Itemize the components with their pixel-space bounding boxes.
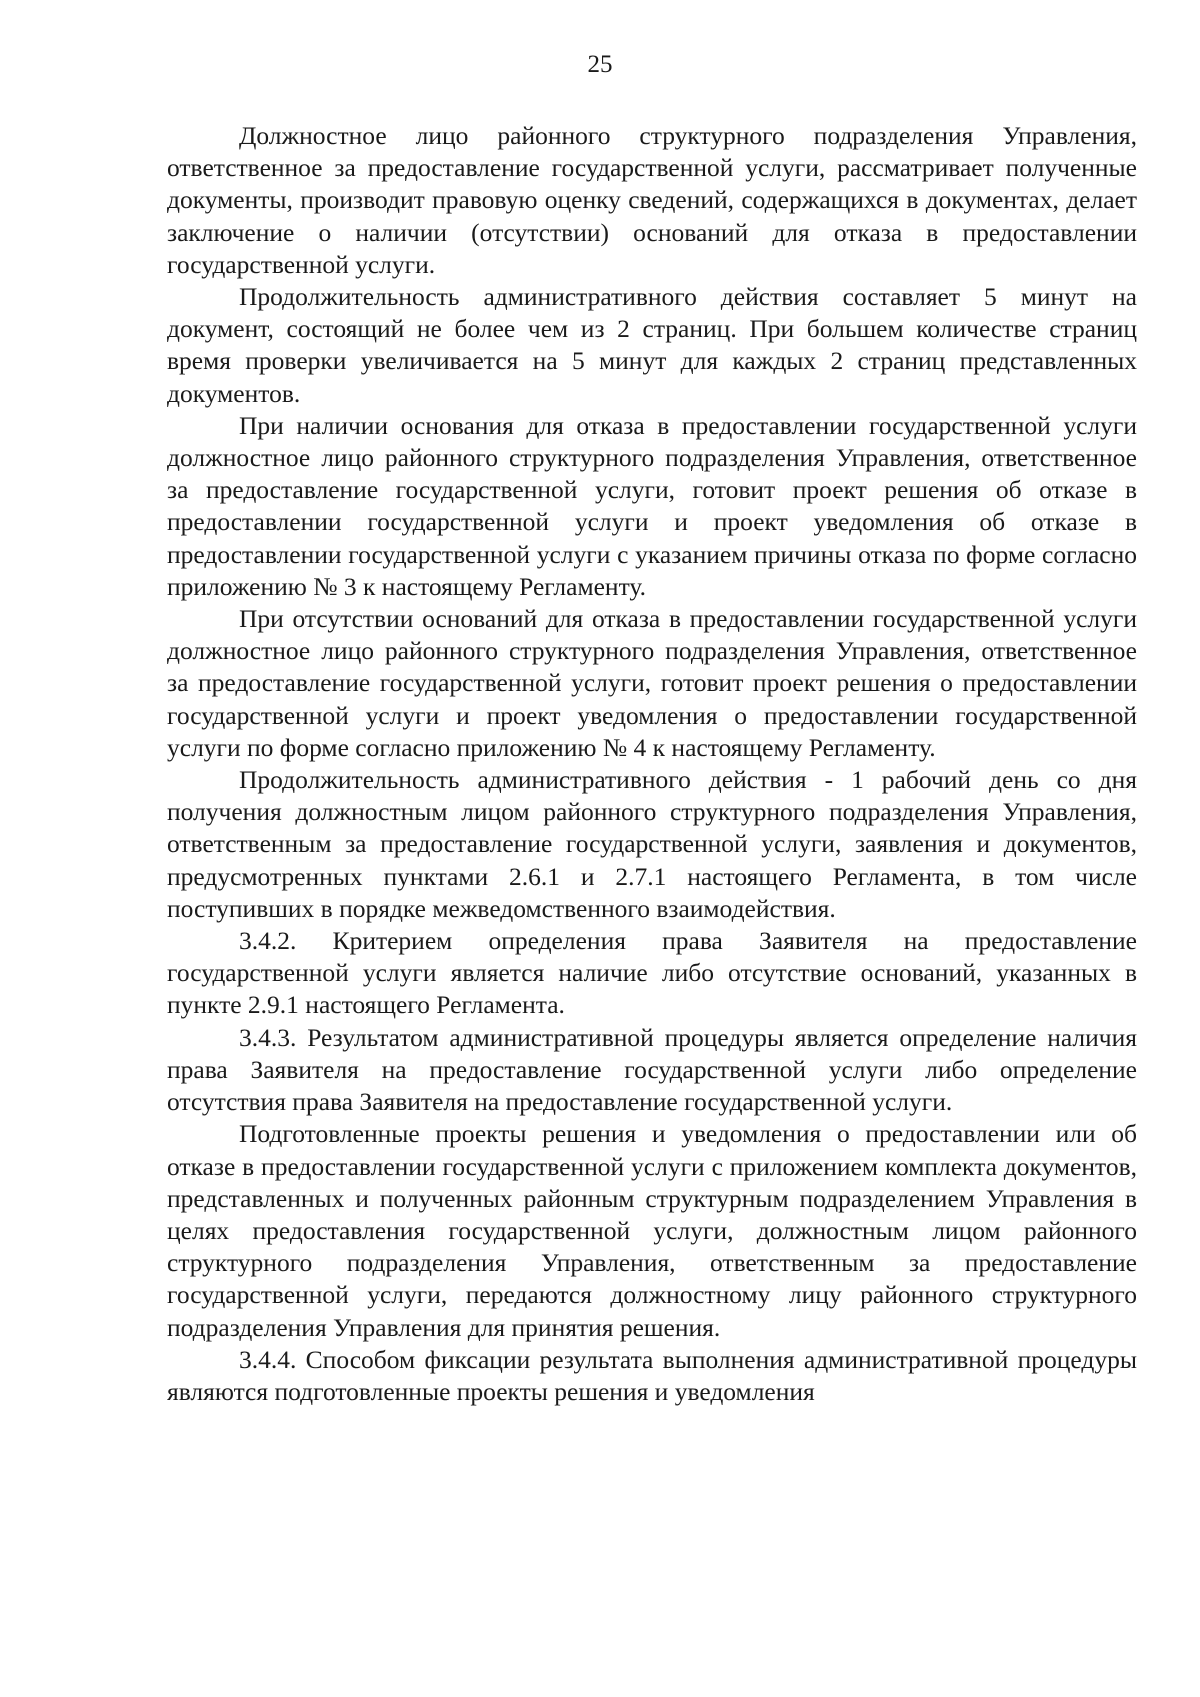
page-number: 25: [587, 51, 613, 78]
paragraph: Продолжительность административного действия - 1 рабочий день со дня получения должностным лицом районного структурного подразделения Управления, ответственным за предоставление государственной услуги, заявления и документов, предусмотренных пунктами 2.6.1 и 2.7.1 настоящего Регламента, в том числе поступивших в порядке межведомственного взаимодействия.: [167, 765, 1137, 923]
paragraph: 3.4.2. Критерием определения права Заявителя на предоставление государственной услуги является наличие либо отсутствие оснований, указанных в пункте 2.9.1 настоящего Регламента.: [167, 926, 1137, 1020]
document-body: [167, 120, 1137, 1408]
paragraph: При наличии основания для отказа в предоставлении государственной услуги должностное лицо районного структурного подразделения Управления, ответственное за предоставление государственной услуги, готовит проект решения об отказе в предоставлении государственной услуги и проект уведомления об отказе в предоставлении государственной услуги с указанием причины отказа по форме согласно приложению № 3 к настоящему Регламенту.: [167, 410, 1137, 601]
paragraph: При отсутствии оснований для отказа в предоставлении государственной услуги должностное лицо районного структурного подразделения Управления, ответственное за предоставление государственной услуги, готовит проект решения о предоставлении государственной услуги и проект уведомления о предоставлении государственной услуги по форме согласно приложению № 4 к настоящему Регламенту.: [167, 604, 1137, 762]
paragraph: 3.4.3. Результатом административной процедуры является определение наличия права Заявителя на предоставление государственной услуги либо определение отсутствия права Заявителя на предоставление государственной услуги.: [167, 1022, 1137, 1117]
paragraph: Продолжительность административного действия составляет 5 минут на документ, состоящий не более чем из 2 страниц. При большем количестве страниц время проверки увеличивается на 5 минут для каждых 2 страниц представленных документов.: [167, 282, 1137, 408]
paragraph: 3.4.4. Способом фиксации результата выполнения административной процедуры являются подготовленные проекты решения и уведомления: [167, 1344, 1137, 1406]
paragraph: Подготовленные проекты решения и уведомления о предоставлении или об отказе в предоставлении государственной услуги с приложением комплекта документов, представленных и полученных районным структурным подразделением Управления в целях предоставления государственной услуги, должностным лицом районного структурного подразделения Управления, ответственным за предоставление государственной услуги, передаются должностному лицу районного структурного подразделения Управления для принятия решения.: [167, 1119, 1137, 1342]
paragraph: Должностное лицо районного структурного подразделения Управления, ответственное за предоставление государственной услуги, рассматривает полученные документы, производит правовую оценку сведений, содержащихся в документах, делает заключение о наличии (отсутствии) оснований для отказа в предоставлении государственной услуги.: [167, 121, 1137, 279]
